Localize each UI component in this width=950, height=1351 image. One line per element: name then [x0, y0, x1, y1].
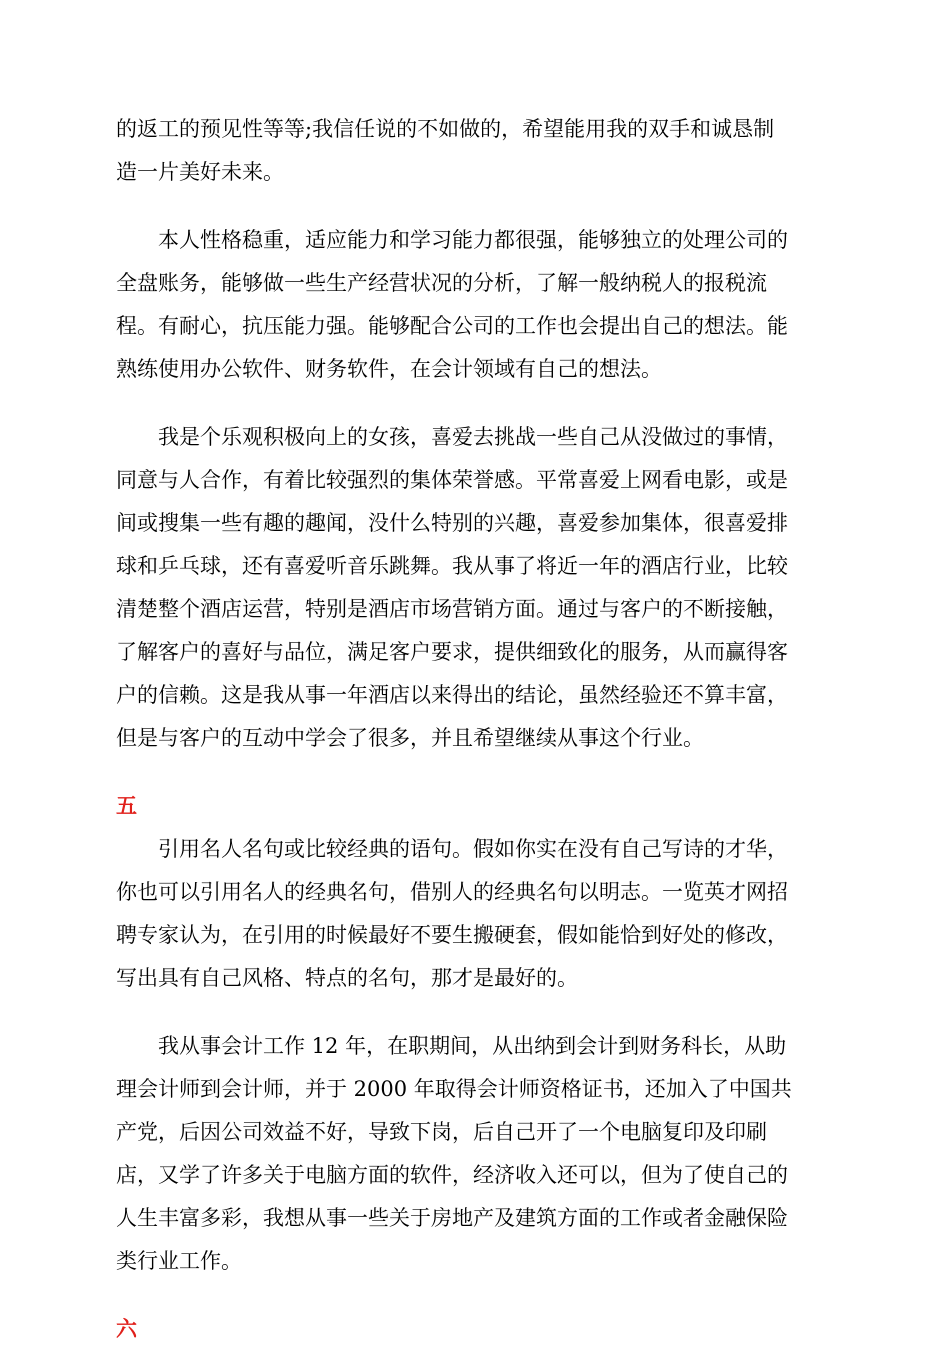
text-line: 产党，后因公司效益不好，导致下岗，后自己开了一个电脑复印及印刷: [116, 1120, 767, 1144]
text-line: 写出具有自己风格、特点的名句，那才是最好的。: [116, 966, 578, 990]
text-line: 造一片美好未来。: [116, 160, 284, 184]
text-line: 你也可以引用名人的经典名句，借别人的经典名句以明志。一览英才网招: [116, 880, 788, 904]
text-line: 人生丰富多彩，我想从事一些关于房地产及建筑方面的工作或者金融保险: [116, 1206, 788, 1230]
text-line: 类行业工作。: [116, 1249, 242, 1273]
text-line: 聘专家认为，在引用的时候最好不要生搬硬套，假如能恰到好处的修改，: [116, 923, 788, 947]
text-line: 程。有耐心，抗压能力强。能够配合公司的工作也会提出自己的想法。能: [116, 314, 788, 338]
paragraph-personality: [116, 219, 836, 391]
paragraph-hotel-experience: [116, 416, 836, 760]
text-line: 引用名人名句或比较经典的语句。假如你实在没有自己写诗的才华，: [158, 837, 788, 861]
section-heading-six: 六: [116, 1317, 137, 1341]
text-line: 但是与客户的互动中学会了很多，并且希望继续从事这个行业。: [116, 726, 704, 750]
text-line: 清楚整个酒店运营，特别是酒店市场营销方面。通过与客户的不断接触，: [116, 597, 788, 621]
section-heading-five: 五: [116, 794, 137, 818]
text-line: 球和乒乓球，还有喜爱听音乐跳舞。我从事了将近一年的酒店行业，比较: [116, 554, 788, 578]
text-line: 本人性格稳重，适应能力和学习能力都很强，能够独立的处理公司的: [158, 228, 788, 252]
text-line: 户的信赖。这是我从事一年酒店以来得出的结论，虽然经验还不算丰富，: [116, 683, 788, 707]
text-line: 理会计师到会计师，并于 2000 年取得会计师资格证书，还加入了中国共: [116, 1077, 792, 1101]
document-page: [116, 108, 836, 1351]
text-line: 的返工的预见性等等;我信任说的不如做的，希望能用我的双手和诚恳制: [116, 117, 775, 141]
paragraph-accounting-career: [116, 1025, 836, 1283]
text-line: 了解客户的喜好与品位，满足客户要求，提供细致化的服务，从而赢得客: [116, 640, 788, 664]
paragraph-quotes: [116, 828, 836, 1000]
text-line: 店，又学了许多关于电脑方面的软件，经济收入还可以，但为了使自己的: [116, 1163, 788, 1187]
text-line: 全盘账务，能够做一些生产经营状况的分析，了解一般纳税人的报税流: [116, 271, 767, 295]
text-line: 我是个乐观积极向上的女孩，喜爱去挑战一些自己从没做过的事情，: [158, 425, 788, 449]
text-line: 同意与人合作，有着比较强烈的集体荣誉感。平常喜爱上网看电影，或是: [116, 468, 788, 492]
text-line: 熟练使用办公软件、财务软件，在会计领域有自己的想法。: [116, 357, 662, 381]
text-line: 我从事会计工作 12 年，在职期间，从出纳到会计到财务科长，从助: [158, 1034, 787, 1058]
text-line: 间或搜集一些有趣的趣闻，没什么特别的兴趣，喜爱参加集体，很喜爱排: [116, 511, 788, 535]
paragraph-closing: [116, 108, 836, 194]
